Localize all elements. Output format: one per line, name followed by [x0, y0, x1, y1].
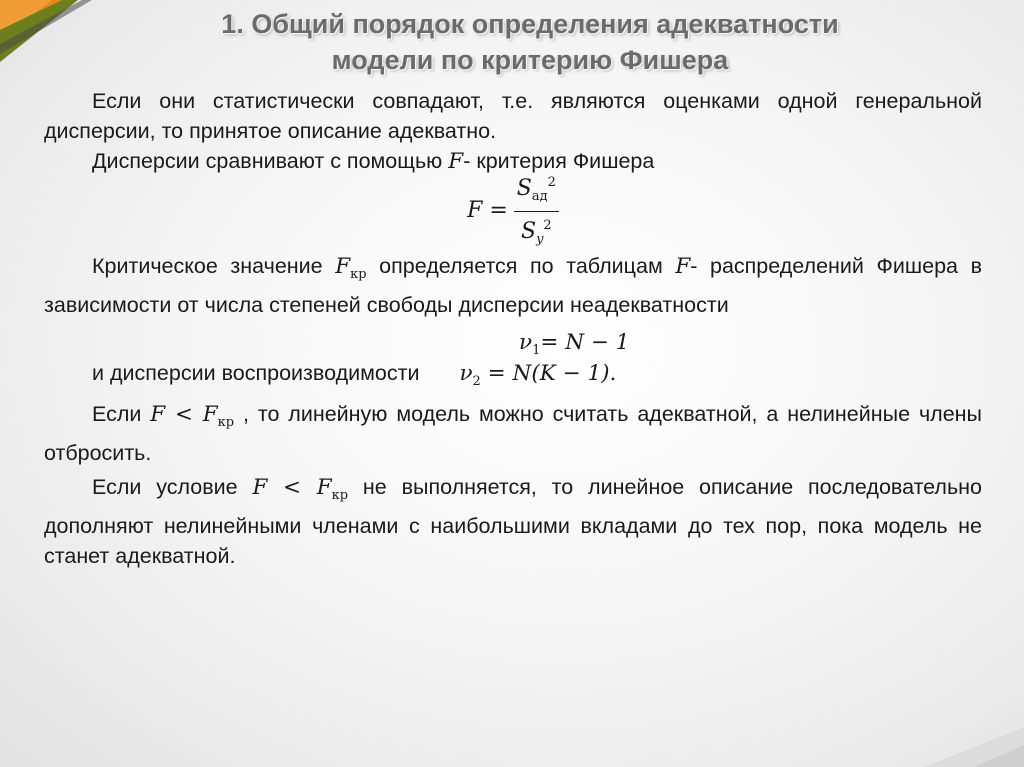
- paragraph-nonlinear: [44, 472, 982, 571]
- formula-den-sup: 2: [543, 217, 552, 233]
- math-condition: F < F: [150, 402, 218, 427]
- text: Дисперсии сравнивают с помощью: [92, 149, 449, 173]
- text: Критическое значение: [92, 254, 336, 278]
- text: - распределений Фишера в зависимости от числа степеней свободы дисперсии неадекватности: [44, 254, 982, 317]
- formula-fraction: [514, 171, 559, 252]
- corner-decoration-bottom-right: [884, 707, 1024, 767]
- slide-title-line-2: модели по критерию Фишера: [331, 45, 729, 75]
- text: определяется по таблицам: [366, 254, 676, 278]
- formula-den-var: S: [520, 218, 537, 244]
- math-var-f: F: [448, 149, 464, 174]
- text: , то линейную модель можно считать адекватной, а нелинейные члены отбросить.: [44, 402, 982, 465]
- formula-num-var: S: [516, 175, 532, 201]
- slide-body: [44, 86, 982, 571]
- text: Если условие: [92, 475, 253, 499]
- slide-title: [100, 6, 960, 78]
- eq-sub: 1: [532, 343, 541, 358]
- text: и дисперсии воспроизводимости: [92, 361, 420, 385]
- eq-sub: 2: [472, 374, 481, 389]
- formula-numerator: [514, 171, 559, 212]
- math-var-f: F: [675, 254, 691, 279]
- text: - критерия Фишера: [463, 149, 655, 173]
- math-sub-kr: кр: [331, 488, 349, 503]
- text: Если: [92, 402, 151, 426]
- corner-decoration-top-left: [0, 0, 100, 70]
- slide-title-line-1: 1. Общий порядок определения адекватности: [221, 9, 839, 39]
- formula-den-sub: y: [536, 231, 544, 247]
- formula-denominator: [518, 212, 555, 252]
- paragraph-adequacy: Если они статистически совпадают, т.е. являются оценками одной генеральной дисперсии, то принятое описание адекватно.: [44, 89, 982, 143]
- eq-nu: ν: [519, 330, 533, 355]
- formula-num-sup: 2: [547, 174, 556, 190]
- eq-nu: ν: [459, 361, 473, 386]
- text: не выполняется, то линейное описание последовательно дополняют нелинейными членами с наибольшими вкладами до тех пор, пока модель не станет адекватной.: [44, 475, 982, 568]
- math-sub-kr: кр: [350, 267, 367, 282]
- formula-lhs: F =: [467, 198, 508, 223]
- formula-fisher: [324, 175, 702, 247]
- formula-num-sub: ад: [531, 188, 548, 204]
- math-var-f: F: [335, 254, 351, 279]
- eq-rhs: = N(K − 1).: [480, 361, 617, 386]
- math-sub-kr: кр: [217, 415, 235, 430]
- eq-rhs: = N − 1: [540, 330, 630, 355]
- paragraph-linear-model: [44, 399, 982, 468]
- equation-nu1: [519, 328, 982, 358]
- paragraph-reproducibility: [44, 358, 982, 397]
- math-condition: F < F: [252, 475, 332, 500]
- paragraph-critical-value: [44, 251, 982, 320]
